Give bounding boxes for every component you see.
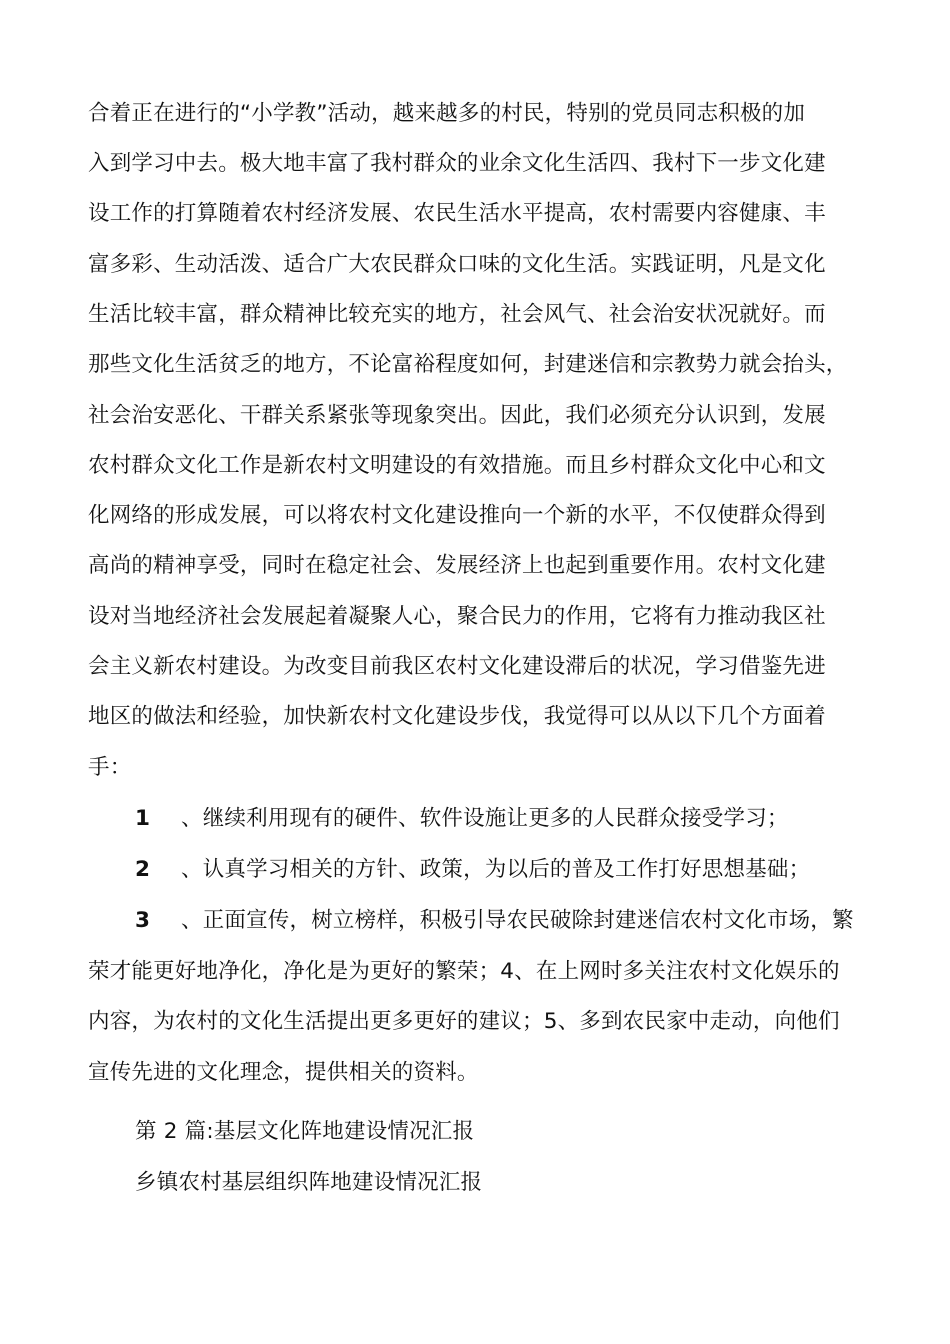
paragraph-line: 生活比较丰富，群众精神比较充实的地方，社会风气、社会治安状况就好。而 <box>88 302 826 327</box>
list-item-number: 1 <box>135 806 151 831</box>
section-heading: 第 2 篇:基层文化阵地建设情况汇报 <box>135 1119 475 1144</box>
list-item-number: 2 <box>135 857 151 882</box>
paragraph-line: 那些文化生活贫乏的地方，不论富裕程度如何，封建迷信和宗教势力就会抬头， <box>88 352 848 377</box>
paragraph-line: 会主义新农村建设。为改变目前我区农村文化建设滞后的状况，学习借鉴先进 <box>88 654 826 679</box>
list-continuation-line: 内容，为农村的文化生活提出更多更好的建议；5、多到农民家中走动，向他们 <box>88 1009 840 1034</box>
list-item-text: 、认真学习相关的方针、政策，为以后的普及工作打好思想基础； <box>181 857 811 882</box>
paragraph-line: 高尚的精神享受，同时在稳定社会、发展经济上也起到重要作用。农村文化建 <box>88 553 826 578</box>
section-subheading: 乡镇农村基层组织阵地建设情况汇报 <box>135 1170 483 1195</box>
paragraph-line: 手： <box>88 755 132 780</box>
paragraph-line: 社会治安恶化、干群关系紧张等现象突出。因此，我们必须充分认识到，发展 <box>88 403 826 428</box>
list-item <box>135 804 789 834</box>
paragraph-line: 设工作的打算随着农村经济发展、农民生活水平提高，农村需要内容健康、丰 <box>88 201 826 226</box>
list-continuation-line: 荣才能更好地净化，净化是为更好的繁荣；4、在上网时多关注农村文化娱乐的 <box>88 959 840 984</box>
list-item-text: 、继续利用现有的硬件、软件设施让更多的人民群众接受学习； <box>181 806 789 831</box>
list-item <box>135 855 810 885</box>
paragraph-line: 合着正在进行的“小学教”活动，越来越多的村民，特别的党员同志积极的加 <box>88 101 806 126</box>
paragraph-line: 地区的做法和经验，加快新农村文化建设步伐，我觉得可以从以下几个方面着 <box>88 704 826 729</box>
list-continuation-line: 宣传先进的文化理念，提供相关的资料。 <box>88 1060 479 1085</box>
paragraph-line: 入到学习中去。极大地丰富了我村群众的业余文化生活四、我村下一步文化建 <box>88 151 826 176</box>
list-item <box>135 906 854 936</box>
list-item-number: 3 <box>135 908 151 933</box>
paragraph-line: 富多彩、生动活泼、适合广大农民群众口味的文化生活。实践证明，凡是文化 <box>88 252 826 277</box>
paragraph-line: 农村群众文化工作是新农村文明建设的有效措施。而且乡村群众文化中心和文 <box>88 453 826 478</box>
paragraph-line: 化网络的形成发展，可以将农村文化建设推向一个新的水平，不仅使群众得到 <box>88 503 826 528</box>
list-item-text: 、正面宣传，树立榜样，积极引导农民破除封建迷信农村文化市场，繁 <box>181 908 854 933</box>
paragraph-line: 设对当地经济社会发展起着凝聚人心，聚合民力的作用，它将有力推动我区社 <box>88 604 826 629</box>
